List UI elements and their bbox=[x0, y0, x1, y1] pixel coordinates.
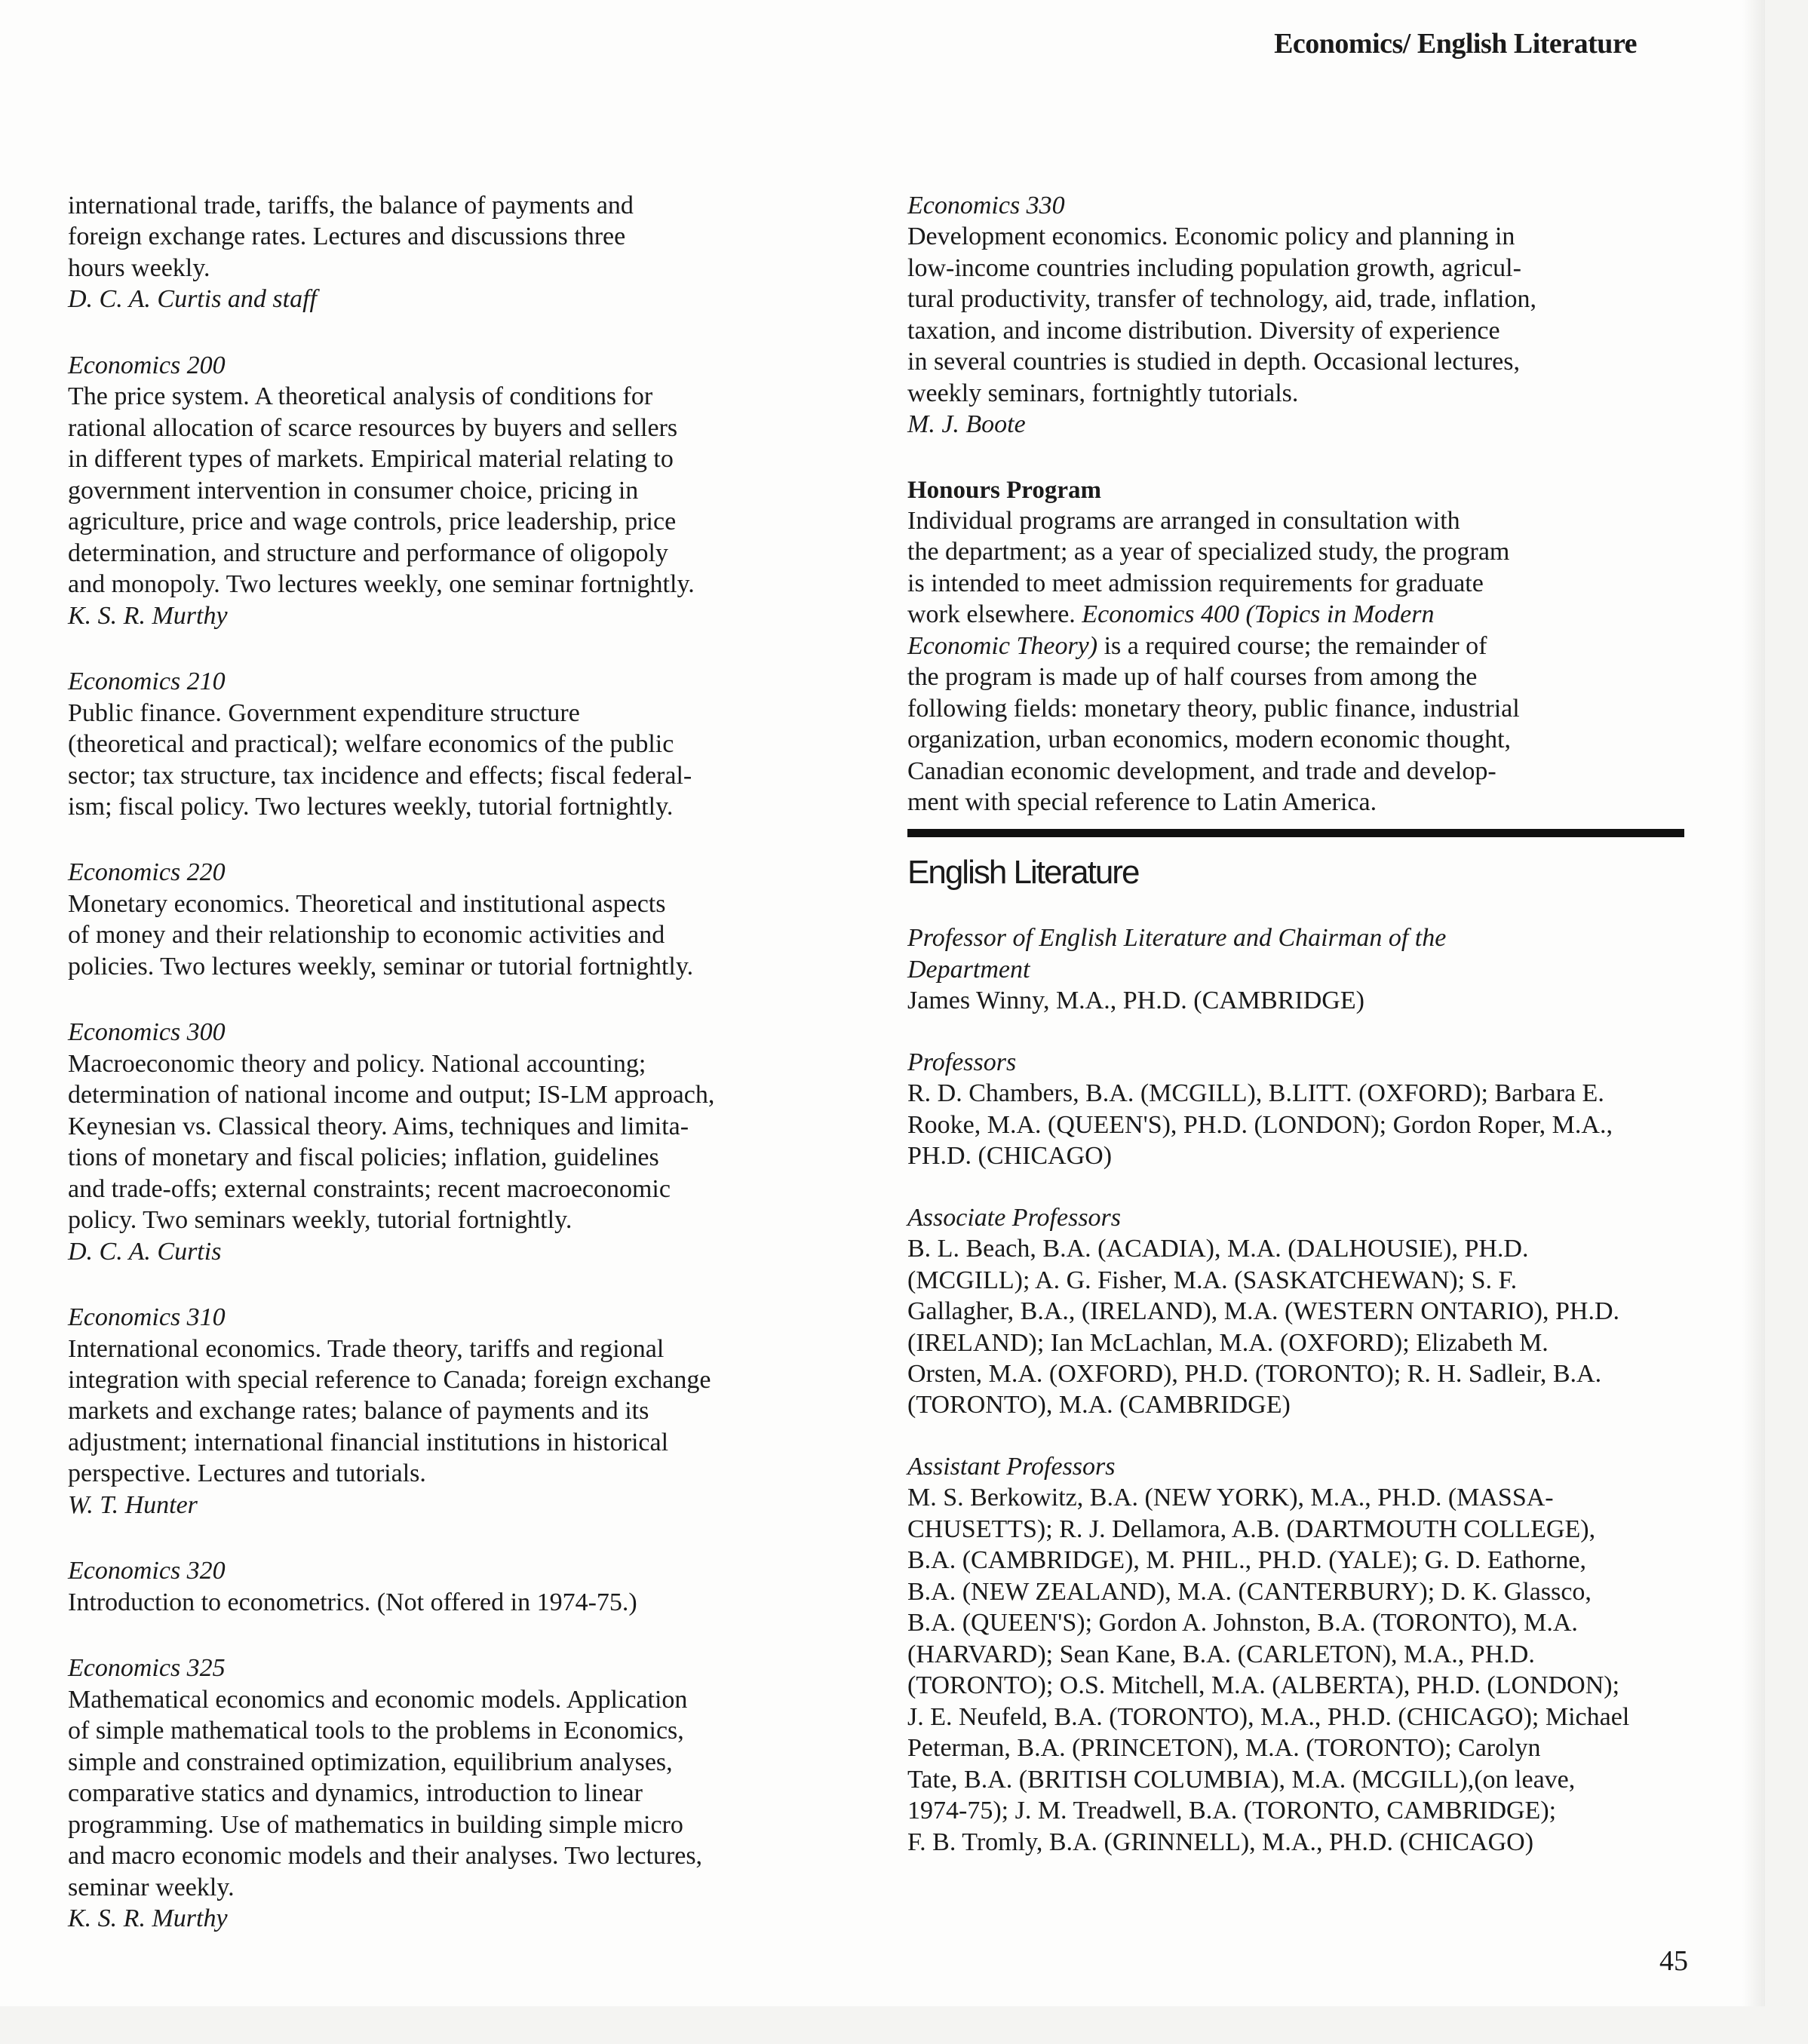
honours-text-after: is a required course; the remainder of the program is made up of half courses from among the following fields: monetary theory, public finance, industrial organization, urban economics, modern economic thought, Canadian economic development, and trade and develop- ment with special reference to Latin America. bbox=[907, 631, 1520, 817]
staff-title: Professor of English Literature and Chairman of the Department bbox=[907, 924, 1447, 984]
staff-names: M. S. Berkowitz, B.A. (NEW YORK), M.A., PH.D. (MASSA- CHUSETTS); R. J. Dellamora, A.B. (DARTMOUTH COLLEGE), B.A. (CAMBRIDGE), M. PHIL., PH.D. (YALE); G. D. Eathorne, B.A. (NEW ZEALAND), M.A. (CANTERBURY); D. K. Glassco, B.A. (QUEEN'S); Gordon A. Johnston, B.A. (TORONTO), M.A. (HARVARD); Sean Kane, B.A. (CARLETON), M.A., PH.D. (TORONTO); O.S. Mitchell, M.A. (ALBERTA), PH.D. (LONDON); J. E. Neufeld, B.A. (TORONTO), M.A., PH.D. (CHICAGO); Michael Peterman, B.A. (PRINCETON), M.A. (TORONTO); Carolyn Tate, B.A. (BRITISH COLUMBIA), M.A. (MCGILL),(on leave, 1974-75); J. M. Treadwell, B.A. (TORONTO, CAMBRIDGE); F. B. Tromly, B.A. (GRINNELL), M.A., PH.D. (CHICAGO) bbox=[907, 1484, 1630, 1856]
course-title: Economics 325 bbox=[68, 1654, 226, 1683]
page-edge-shadow bbox=[1742, 0, 1765, 2006]
left-column bbox=[68, 190, 883, 1969]
staff-title: Professors bbox=[907, 1048, 1017, 1076]
running-head: Economics/ English Literature bbox=[1274, 28, 1637, 60]
course-description: Mathematical economics and economic models. Application of simple mathematical tools to the problems in Economics, simple and constrained optimization, equilibrium analyses, comparative statics and dynamics, introduction to linear programming. Use of mathematics in building simple micro and macro economic models and their analyses. Two lectures, seminar weekly. bbox=[68, 1685, 703, 1901]
course-entry bbox=[68, 1302, 883, 1521]
course-title: Economics 320 bbox=[68, 1557, 226, 1585]
staff-group-chairman bbox=[907, 922, 1692, 1016]
honours-text-before: Individual programs are arranged in consultation with the department; as a year of specialized study, the program is intended to meet admission requirements for graduate work elsewhere. bbox=[907, 507, 1510, 629]
course-description: International economics. Trade theory, tariffs and regional integration with special reference to Canada; foreign exchange markets and exchange rates; balance of payments and its adjustment; international financial institutions in historical perspective. Lectures and tutorials. bbox=[68, 1334, 711, 1488]
course-title: Economics 310 bbox=[68, 1303, 226, 1332]
section-heading: English Literature bbox=[907, 853, 1139, 891]
course-description: Monetary economics. Theoretical and institutional aspects of money and their relationship to economic activities and policies. Two lectures weekly, seminar or tutorial fortnightly. bbox=[68, 889, 694, 981]
course-description: international trade, tariffs, the balance of payments and foreign exchange rates. Lectures and discussions three hours weekly. bbox=[68, 192, 634, 282]
course-entry bbox=[68, 1555, 883, 1618]
course-instructor: K. S. R. Murthy bbox=[68, 601, 228, 630]
honours-required-course: Economics 400 (Topics in Modern Economic Theory) bbox=[907, 600, 1435, 660]
course-entry bbox=[907, 190, 1692, 440]
staff-title: Assistant Professors bbox=[907, 1452, 1116, 1481]
course-description: Development economics. Economic policy and planning in low-income countries including population growth, agricul- tural productivity, transfer of technology, aid, trade, inflation, taxation, and income distribution. Diversity of experience in several countries is studied in depth. Occasional lectures, weekly seminars, fortnightly tutorials. bbox=[907, 223, 1536, 407]
staff-names: B. L. Beach, B.A. (ACADIA), M.A. (DALHOUSIE), PH.D. (MCGILL); A. G. Fisher, M.A. (SASKATCHEWAN); S. F. Gallagher, B.A., (IRELAND), M.A. (WESTERN ONTARIO), PH.D. (IRELAND); Ian McLachlan, M.A. (OXFORD); Elizabeth M. Orsten, M.A. (OXFORD), PH.D. (TORONTO); R. H. Sadleir, B.A. (TORONTO), M.A. (CAMBRIDGE) bbox=[907, 1235, 1619, 1419]
course-entry bbox=[68, 666, 883, 822]
course-entry bbox=[68, 350, 883, 631]
course-entry bbox=[68, 1653, 883, 1934]
course-title: Economics 200 bbox=[68, 351, 226, 379]
course-instructor: D. C. A. Curtis bbox=[68, 1237, 222, 1266]
course-entry bbox=[68, 1017, 883, 1267]
course-title: Economics 220 bbox=[68, 858, 226, 887]
course-description: The price system. A theoretical analysis of conditions for rational allocation of scarce resources by buyers and sellers in different types of markets. Empirical material relating to government intervention in consumer choice, pricing in agriculture, price and wage controls, price leadership, price determination, and structure and performance of oligopoly and monopoly. Two lectures weekly, one seminar fortnightly. bbox=[68, 382, 695, 599]
staff-group-professors bbox=[907, 1047, 1692, 1172]
course-instructor: W. T. Hunter bbox=[68, 1490, 198, 1519]
course-description: Public finance. Government expenditure structure (theoretical and practical); welfare economics of the public sector; tax structure, tax incidence and effects; fiscal federal- ism; fiscal policy. Two lectures weekly, tutorial fortnightly. bbox=[68, 698, 692, 821]
staff-title: Associate Professors bbox=[907, 1203, 1122, 1232]
course-entry bbox=[68, 857, 883, 982]
honours-heading: Honours Program bbox=[907, 476, 1101, 504]
course-entry bbox=[68, 190, 883, 315]
staff-names: R. D. Chambers, B.A. (MCGILL), B.LITT. (OXFORD); Barbara E. Rooke, M.A. (QUEEN'S), PH.D. (LONDON); Gordon Roper, M.A., PH.D. (CHICAGO) bbox=[907, 1079, 1613, 1171]
staff-names: James Winny, M.A., PH.D. (CAMBRIDGE) bbox=[907, 987, 1364, 1015]
course-title: Economics 210 bbox=[68, 668, 226, 696]
course-instructor: K. S. R. Murthy bbox=[68, 1904, 228, 1933]
course-instructor: M. J. Boote bbox=[907, 410, 1026, 439]
right-column bbox=[907, 190, 1692, 1888]
staff-group-associate-professors bbox=[907, 1202, 1692, 1421]
honours-description bbox=[907, 505, 1692, 818]
course-description: Macroeconomic theory and policy. National accounting; determination of national income and output; IS-LM approach, Keynesian vs. Classical theory. Aims, techniques and limita- tions of monetary and fiscal policies; inflation, guidelines and trade-offs; external constraints; recent macroeconomic policy. Two seminars weekly, tutorial fortnightly. bbox=[68, 1049, 715, 1235]
course-title: Economics 330 bbox=[907, 192, 1065, 219]
staff-group-assistant-professors bbox=[907, 1451, 1692, 1858]
course-instructor: D. C. A. Curtis and staff bbox=[68, 285, 317, 314]
section-divider bbox=[907, 829, 1684, 837]
course-title: Economics 300 bbox=[68, 1018, 226, 1047]
honours-program bbox=[907, 475, 1692, 818]
course-description: Introduction to econometrics. (Not offered in 1974-75.) bbox=[68, 1588, 637, 1616]
page-number: 45 bbox=[1659, 1945, 1688, 1977]
